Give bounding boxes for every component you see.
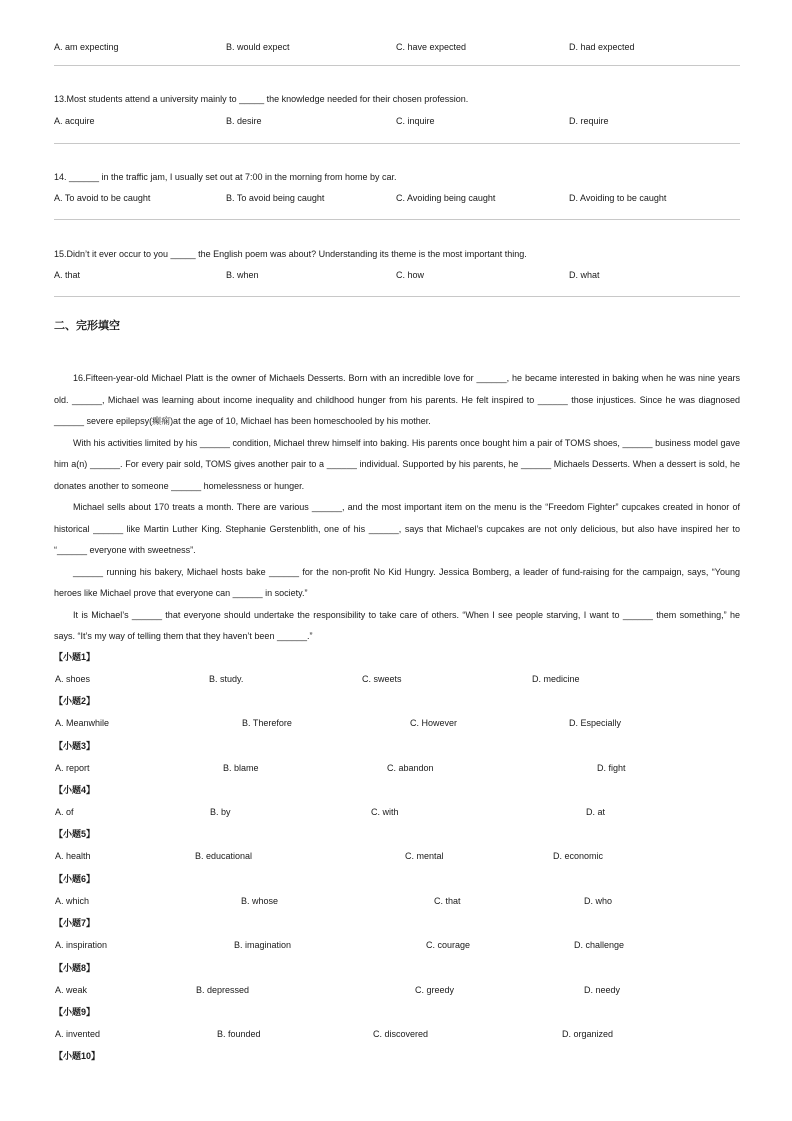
passage-paragraph: ______ running his bakery, Michael hosts bake ______ for the non-profit No Kid Hungry. Jessica Bomberg, a leader of fund-raising for the campaign, says, “Young heroes like Michael prove that everyone can ______ in society.” [54,566,740,598]
option-a: A. which [55,896,90,906]
option-b: B. study. [209,674,244,684]
option-c: C. Avoiding being caught [396,193,496,203]
sub-question-tag: 【小题9】 [54,1007,96,1017]
divider [54,219,740,220]
option-c: C. greedy [415,985,455,995]
divider [54,65,740,66]
option-c: C. how [396,270,425,280]
option-a: A. invented [55,1029,101,1039]
option-b: B. by [210,807,231,817]
option-d: D. at [586,807,606,817]
sub-question-tag: 【小题10】 [54,1051,101,1061]
passage-paragraph: It is Michael’s ______ that everyone should undertake the responsibility to take care of others. “When I see people starving, I want to ______ them something,” he says. “It’s my way of telling them that they haven’t been ______.” [54,609,740,641]
option-b: B. educational [195,851,253,861]
option-d: D. fight [597,763,626,773]
option-d: D. challenge [574,940,625,950]
option-a: A. Meanwhile [55,718,110,728]
option-d: D. what [569,270,600,280]
option-a: A. report [55,763,90,773]
option-d: D. needy [584,985,621,995]
option-b: B. To avoid being caught [226,193,325,203]
cloze-passage [54,368,740,648]
question-stem: 14. ______ in the traffic jam, I usually set out at 7:00 in the morning from home by car. [54,172,397,182]
divider [54,296,740,297]
option-a: A. of [55,807,74,817]
option-b: B. founded [217,1029,261,1039]
option-d: D. Especially [569,718,622,728]
sub-question-tag: 【小题3】 [54,741,96,751]
option-a: A. shoes [55,674,91,684]
option-a: A. am expecting [54,42,119,52]
option-b: B. imagination [234,940,292,950]
section-title: 二、完形填空 [54,320,120,332]
sub-question-tag: 【小题8】 [54,963,96,973]
option-a: A. To avoid to be caught [54,193,151,203]
sub-question-tag: 【小题2】 [54,696,96,706]
option-c: C. discovered [373,1029,429,1039]
option-b: B. Therefore [242,718,292,728]
option-a: A. that [54,270,81,280]
sub-question-tag: 【小题1】 [54,652,96,662]
option-c: C. mental [405,851,444,861]
option-d: D. require [569,116,609,126]
option-b: B. whose [241,896,279,906]
option-d: D. organized [562,1029,614,1039]
option-c: C. courage [426,940,471,950]
option-c: C. with [371,807,399,817]
option-b: B. desire [226,116,262,126]
option-a: A. weak [55,985,88,995]
option-d: D. medicine [532,674,580,684]
option-d: D. Avoiding to be caught [569,193,667,203]
passage-paragraph: With his activities limited by his ______ condition, Michael threw himself into baking. His parents once bought him a pair of TOMS shoes, ______ business model gave him a(n) ______. For every pair sold, TOMS gives another pair to a ______ individual. Supported by his parents, he ______ Michaels Desserts. When a dessert is sold, he donates another to someone ______ homelessness or hunger. [54,437,740,491]
question-stem: 13.Most students attend a university mainly to _____ the knowledge needed for their chosen profession. [54,94,469,104]
question-stem: 15.Didn’t it ever occur to you _____ the English poem was about? Understanding its theme is the most important thing. [54,249,527,259]
divider [54,143,740,144]
option-a: A. acquire [54,116,95,126]
sub-question-tag: 【小题5】 [54,829,96,839]
option-a: A. inspiration [55,940,108,950]
option-c: C. have expected [396,42,467,52]
passage-paragraph: 16.Fifteen-year-old Michael Platt is the owner of Michaels Desserts. Born with an incredible love for ______, he became interested in baking when he was nine years old. ______, Michael was learning about income inequality and childhood hunger from his parents. He felt inspired to ______ those injustices. Since he was diagnosed ______ severe epilepsy(癫痫)at the age of 10, Michael has been homeschooled by his mother. [54,373,740,426]
option-d: D. had expected [569,42,635,52]
option-d: D. who [584,896,613,906]
option-c: C. abandon [387,763,434,773]
sub-question-tag: 【小题7】 [54,918,96,928]
option-b: B. blame [223,763,259,773]
sub-question-tag: 【小题4】 [54,785,96,795]
option-b: B. when [226,270,259,280]
option-c: C. inquire [396,116,435,126]
option-b: B. would expect [226,42,290,52]
sub-question-tag: 【小题6】 [54,874,96,884]
option-d: D. economic [553,851,604,861]
passage-paragraph: Michael sells about 170 treats a month. There are various ______, and the most important item on the menu is the “Freedom Fighter” cupcakes created in honor of historical ______ like Martin Luther King. Stephanie Gerstenblith, one of his ______, says that Michael’s cupcakes are not only delicious, but also have inspired her to “______ everyone with sweetness”. [54,502,740,555]
option-a: A. health [55,851,91,861]
option-c: C. sweets [362,674,402,684]
option-c: C. that [434,896,461,906]
option-b: B. depressed [196,985,250,995]
option-c: C. However [410,718,458,728]
